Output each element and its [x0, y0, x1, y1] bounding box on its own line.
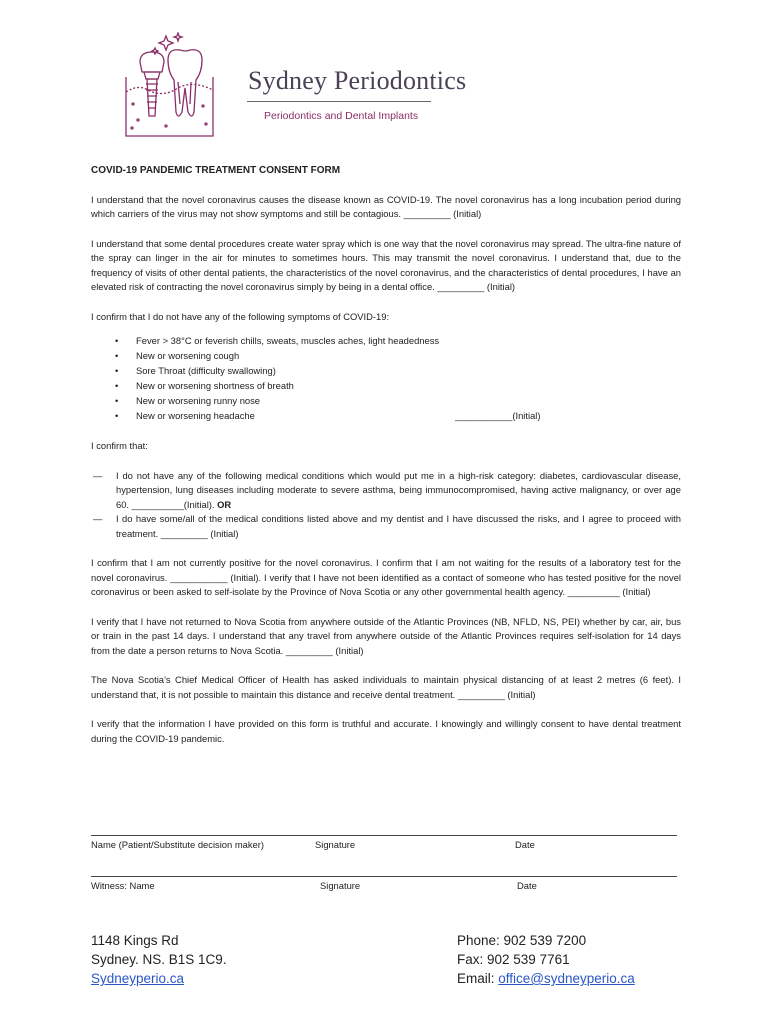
email-link[interactable]: office@sydneyperio.ca	[498, 971, 635, 986]
witness-date-label: Date	[517, 880, 537, 891]
witness-name-label: Witness: Name	[91, 880, 155, 891]
condition-option-no-risk	[91, 469, 681, 513]
symptoms-initial-field[interactable]: ___________(Initial)	[455, 410, 541, 421]
brand-tagline: Periodontics and Dental Implants	[264, 110, 419, 122]
address-line-2: Sydney. NS. B1S 1C9.	[91, 952, 227, 967]
paragraph-not-positive: I confirm that I am not currently positive for the novel coronavirus. I confirm that I am not waiting for the results of a laboratory test for the novel coronavirus. ___________ (Initial). I verify that I have not been identified as a contact of someone who has tested positive for the novel coronavirus or been asked to self-isolate by the Province of Nova Scotia or any other governmental health agency. __________ (Initial)	[91, 557, 681, 597]
website-link[interactable]: Sydneyperio.ca	[91, 971, 185, 986]
condition-option-has-risk: — I do have some/all of the medical conditions listed above and my dentist and I have discussed the risks, and I agree to proceed with treatment. _________ (Initial)	[91, 512, 681, 541]
list-item: • New or worsening runny nose	[91, 394, 681, 409]
conditions-list	[91, 469, 681, 542]
email-label: Email:	[457, 971, 499, 986]
consent-form-body	[91, 164, 681, 761]
patient-signature-line[interactable]	[91, 835, 677, 836]
footer-address	[91, 931, 227, 988]
witness-signature-label: Signature	[320, 880, 361, 891]
symptoms-intro: I confirm that I do not have any of the following symptoms of COVID-19:	[91, 310, 390, 322]
paragraph-travel: I verify that I have not returned to Nova Scotia from anywhere outside of the Atlantic Provinces (NB, NFLD, NS, PEI) whether by car, air, bus or train in the past 14 days. I understand that any travel from anywhere outside of the Atlantic Provinces requires self-isolation for 14 days from the date a person returns to Nova Scotia. _________ (Initial)	[91, 615, 681, 656]
paragraph-distancing: The Nova Scotia’s Chief Medical Officer of Health has asked individuals to maintain physical distancing of at least 2 metres (6 feet). I understand that, it is not possible to maintain this distance and receive dental treatment. _________ (Initial)	[91, 674, 681, 700]
form-title: COVID-19 PANDEMIC TREATMENT CONSENT FORM	[91, 165, 341, 176]
address-line-1: 1148 Kings Rd	[91, 933, 179, 948]
paragraph-water-spray: I understand that some dental procedures create water spray which is one way that the novel coronavirus may spread. The ultra-fine nature of the spray can linger in the air for minutes to sometimes hours. This may transmit the novel coronavirus. I understand that, due to the frequency of visits of other dental patients, the characteristics of the novel coronavirus, and the characteristics of dental procedures, I have an elevated risk of contracting the novel coronavirus simply by being in a dental office. _________ (Initial)	[91, 237, 681, 292]
confirm-intro: I confirm that:	[91, 440, 148, 451]
list-item: • New or worsening shortness of breath	[91, 379, 681, 394]
paragraph-incubation: I understand that the novel coronavirus causes the disease known as COVID-19. The novel coronavirus has a long incubation period during which carriers of the virus may not show symptoms and still be contagious. _________ (Initial)	[91, 193, 681, 219]
list-item: • Fever > 38°C or feverish chills, sweats, muscles aches, light headedness	[91, 334, 681, 349]
brand-divider	[247, 101, 431, 102]
brand-name: Sydney Periodontics	[248, 66, 467, 95]
patient-signature-label: Signature	[315, 839, 356, 850]
list-item: • New or worsening headache	[91, 409, 681, 424]
list-item: • Sore Throat (difficulty swallowing)	[91, 364, 681, 379]
or-label: OR	[217, 498, 232, 510]
patient-date-label: Date	[515, 839, 535, 850]
fax-number: Fax: 902 539 7761	[457, 952, 570, 967]
footer-contact	[457, 931, 635, 988]
phone-number: Phone: 902 539 7200	[457, 933, 587, 948]
witness-signature-line[interactable]	[91, 876, 677, 877]
paragraph-verify: I verify that the information I have provided on this form is truthful and accurate. I knowingly and willingly consent to have dental treatment during the COVID-19 pandemic.	[91, 718, 681, 744]
email-row	[457, 969, 635, 988]
condition-option-text: I do not have any of the following medical conditions which would put me in a high-risk category: diabetes, cardiovascular disease, hypertension, lung diseases including moderate to severe asthma, being immunocompromised, having active malignancy, or over age 60. __________(Initial).	[116, 469, 681, 510]
patient-name-label: Name (Patient/Substitute decision maker)	[91, 839, 264, 850]
symptoms-list	[91, 334, 681, 424]
list-item: • New or worsening cough	[91, 349, 681, 364]
